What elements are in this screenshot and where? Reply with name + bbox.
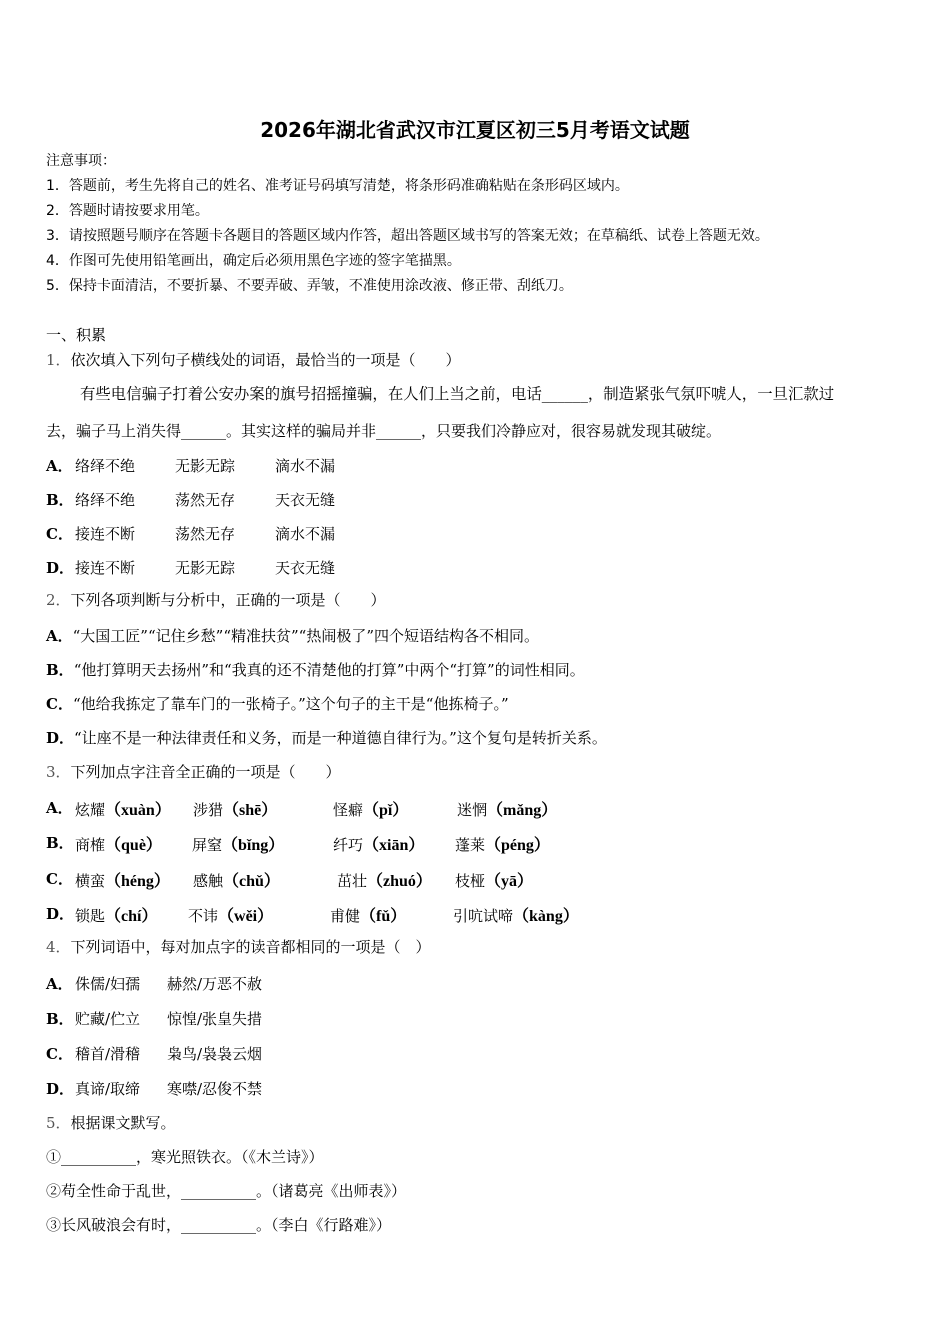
option-item: 真谛/取缔 bbox=[75, 1080, 141, 1098]
option-b-label: B． bbox=[46, 491, 74, 509]
pinyin-option-item bbox=[337, 868, 432, 891]
question-stem: 下列各项判断与分析中，正确的一项是（ ） bbox=[70, 591, 386, 609]
pinyin-option-item bbox=[455, 868, 533, 891]
question-4 bbox=[46, 938, 431, 956]
recitation-line: ①__________，寒光照铁衣。（《木兰诗》） bbox=[46, 1148, 324, 1166]
word: 感触 bbox=[193, 872, 224, 890]
notice-item: 1．答题前，考生先将自己的姓名、准考证号码填写清楚，将条形码准确粘贴在条形码区域内。 bbox=[46, 178, 629, 194]
recitation-line: ②苟全性命于乱世，__________。（诸葛亮《出师表》） bbox=[46, 1182, 407, 1200]
word: 蓬莱 bbox=[455, 836, 486, 854]
option-item: 无影无踪 bbox=[175, 457, 236, 475]
word: 迷惘 bbox=[457, 801, 488, 819]
question-number: 3． bbox=[46, 763, 71, 781]
option-b: B．“他打算明天去扬州”和“我真的还不清楚他的打算”中两个“打算”的词性相同。 bbox=[46, 661, 585, 679]
option-item: 络绎不绝 bbox=[75, 457, 136, 475]
pinyin: （yā） bbox=[485, 873, 534, 890]
word: 商榷 bbox=[75, 836, 106, 854]
option-item: 荡然无存 bbox=[175, 491, 236, 509]
pinyin: （pǐ） bbox=[363, 802, 409, 819]
pinyin: （héng） bbox=[105, 873, 170, 890]
option-item: 滴水不漏 bbox=[275, 525, 336, 543]
option-item: 天衣无缝 bbox=[275, 491, 336, 509]
option-c-label: C． bbox=[46, 525, 73, 543]
pinyin-option-item bbox=[333, 797, 408, 820]
pinyin-option-item bbox=[188, 903, 273, 926]
question-1 bbox=[46, 351, 461, 369]
pinyin: （què） bbox=[105, 837, 162, 854]
pinyin-option-item bbox=[193, 868, 280, 891]
word: 不讳 bbox=[188, 907, 219, 925]
question-number: 1． bbox=[46, 351, 71, 369]
word: 炫耀 bbox=[75, 801, 106, 819]
question-stem: 依次填入下列句子横线处的词语，最恰当的一项是（ ） bbox=[70, 351, 461, 369]
option-item: 稽首/滑稽 bbox=[75, 1045, 141, 1063]
word: 怪癖 bbox=[333, 801, 364, 819]
question-stem: 下列加点字注音全正确的一项是（ ） bbox=[70, 763, 341, 781]
question-number: 2． bbox=[46, 591, 71, 609]
notice-item: 2．答题时请按要求用笔。 bbox=[46, 203, 209, 219]
pinyin-option-item bbox=[453, 903, 579, 926]
option-item: 络绎不绝 bbox=[75, 491, 136, 509]
word: 甫健 bbox=[330, 907, 361, 925]
option-a: A．“大国工匠”“记住乡愁”“精准扶贫”“热闹极了”四个短语结构各不相同。 bbox=[46, 627, 539, 645]
option-item: 无影无踪 bbox=[175, 559, 236, 577]
option-item: 滴水不漏 bbox=[275, 457, 336, 475]
question-number: 5． bbox=[46, 1114, 71, 1132]
pinyin: （chí） bbox=[105, 908, 158, 925]
option-item: 侏儒/妇孺 bbox=[75, 975, 141, 993]
option-item: 贮藏/伫立 bbox=[75, 1010, 141, 1028]
option-item: 荡然无存 bbox=[175, 525, 236, 543]
pinyin-option-item bbox=[75, 868, 170, 891]
notice-heading: 注意事项： bbox=[46, 153, 116, 169]
passage-line: 去，骗子马上消失得______。其实这样的骗局并非______，只要我们冷静应对，很容易就发现其破绽。 bbox=[46, 422, 722, 440]
option-a-label: A． bbox=[46, 799, 73, 817]
pinyin-option-item bbox=[330, 903, 406, 926]
word: 涉猎 bbox=[193, 801, 224, 819]
word: 引吭试啼 bbox=[453, 907, 514, 925]
question-5 bbox=[46, 1114, 176, 1132]
pinyin: （chǔ） bbox=[223, 873, 280, 890]
pinyin-option-item bbox=[457, 797, 557, 820]
option-c: C．“他给我拣定了靠车门的一张椅子。”这个句子的主干是“他拣椅子。” bbox=[46, 695, 509, 713]
option-c-label: C． bbox=[46, 1045, 73, 1063]
option-item: 枭鸟/袅袅云烟 bbox=[167, 1045, 263, 1063]
question-2 bbox=[46, 591, 386, 609]
question-3 bbox=[46, 763, 341, 781]
pinyin-option-item bbox=[75, 903, 157, 926]
option-b-label: B． bbox=[46, 834, 74, 852]
option-a-label: A． bbox=[46, 457, 73, 475]
notice-item: 5．保持卡面清洁，不要折暴、不要弄破、弄皱，不准使用涂改液、修正带、刮纸刀。 bbox=[46, 278, 573, 294]
option-d-label: D． bbox=[46, 559, 75, 577]
pinyin: （mǎng） bbox=[487, 802, 558, 819]
option-d-label: D． bbox=[46, 905, 75, 923]
word: 纤巧 bbox=[333, 836, 364, 854]
word: 屏窒 bbox=[192, 836, 223, 854]
notice-item: 3．请按照题号顺序在答题卡各题目的答题区域内作答，超出答题区域书写的答案无效；在草稿纸、试卷上答题无效。 bbox=[46, 228, 769, 244]
question-stem: 根据课文默写。 bbox=[70, 1114, 176, 1132]
pinyin: （kàng） bbox=[513, 908, 579, 925]
page-title: 2026年湖北省武汉市江夏区初三5月考语文试题 bbox=[260, 118, 690, 142]
option-a-label: A． bbox=[46, 975, 73, 993]
pinyin: （fǔ） bbox=[360, 908, 407, 925]
option-item: 寒噤/忍俊不禁 bbox=[167, 1080, 263, 1098]
pinyin-option-item bbox=[193, 797, 277, 820]
option-item: 赫然/万恶不赦 bbox=[167, 975, 263, 993]
notice-item: 4．作图可先使用铅笔画出，确定后必须用黑色字迹的签字笔描黑。 bbox=[46, 253, 461, 269]
word: 枝桠 bbox=[455, 872, 486, 890]
pinyin-option-item bbox=[192, 832, 284, 855]
pinyin: （wěi） bbox=[218, 908, 274, 925]
option-item: 接连不断 bbox=[75, 525, 136, 543]
recitation-line: ③长风破浪会有时，__________。（李白《行路难》） bbox=[46, 1216, 392, 1234]
pinyin: （zhuó） bbox=[367, 873, 432, 890]
pinyin: （xiān） bbox=[363, 837, 425, 854]
pinyin-option-item bbox=[455, 832, 550, 855]
option-item: 天衣无缝 bbox=[275, 559, 336, 577]
question-number: 4． bbox=[46, 938, 71, 956]
word: 横蛮 bbox=[75, 872, 106, 890]
option-item: 接连不断 bbox=[75, 559, 136, 577]
option-b-label: B． bbox=[46, 1010, 74, 1028]
pinyin: （bǐng） bbox=[222, 837, 285, 854]
option-d: D．“让座不是一种法律责任和义务，而是一种道德自律行为。”这个复句是转折关系。 bbox=[46, 729, 607, 747]
pinyin: （xuàn） bbox=[105, 802, 171, 819]
option-d-label: D． bbox=[46, 1080, 75, 1098]
passage-line: 有些电信骗子打着公安办案的旗号招摇撞骗，在人们上当之前，电话______，制造紧张气氛吓唬人，一旦汇款过 bbox=[80, 385, 835, 403]
word: 锁匙 bbox=[75, 907, 106, 925]
question-stem: 下列词语中，每对加点字的读音都相同的一项是（ ） bbox=[70, 938, 431, 956]
pinyin-option-item bbox=[75, 797, 171, 820]
pinyin: （shē） bbox=[223, 802, 278, 819]
pinyin-option-item bbox=[333, 832, 424, 855]
pinyin-option-item bbox=[75, 832, 162, 855]
pinyin: （péng） bbox=[485, 837, 550, 854]
word: 茁壮 bbox=[337, 872, 368, 890]
option-item: 惊惶/张皇失措 bbox=[167, 1010, 263, 1028]
option-c-label: C． bbox=[46, 870, 73, 888]
section-heading: 一、积累 bbox=[46, 326, 107, 344]
